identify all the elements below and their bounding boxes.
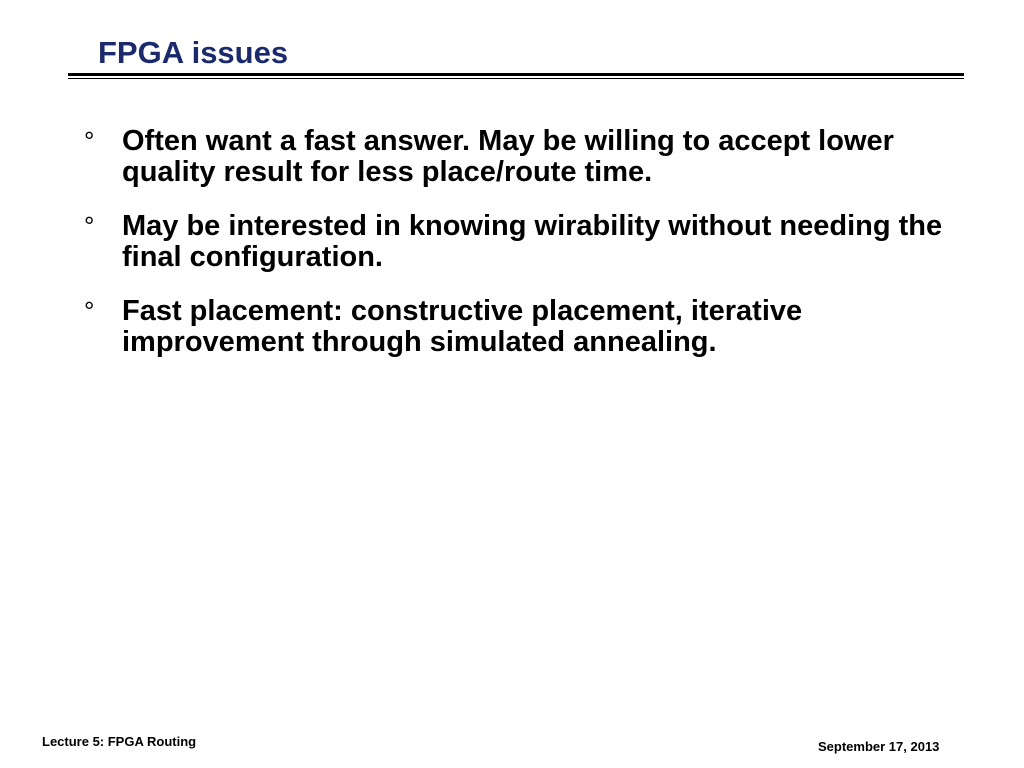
bullet-marker: ° bbox=[84, 296, 95, 326]
bullet-marker: ° bbox=[84, 211, 95, 241]
bullet-item bbox=[84, 296, 964, 358]
title-rule-thin bbox=[68, 78, 964, 79]
bullet-text: Fast placement: constructive placement, iterative improvement through simulated annealing. bbox=[122, 295, 803, 358]
title-rule-thick bbox=[68, 73, 964, 76]
slide-title: FPGA issues bbox=[98, 35, 289, 70]
footer-date: September 17, 2013 bbox=[818, 739, 940, 754]
bullet-marker: ° bbox=[84, 126, 95, 156]
bullet-text: Often want a fast answer. May be willing to accept lower quality result for less place/route time. bbox=[122, 125, 894, 188]
bullet-text: May be interested in knowing wirability without needing the final configuration. bbox=[122, 210, 943, 273]
bullet-item bbox=[84, 211, 964, 273]
footer-lecture-title: Lecture 5: FPGA Routing bbox=[42, 734, 197, 749]
bullet-item bbox=[84, 126, 964, 188]
bullet-list bbox=[84, 126, 964, 381]
